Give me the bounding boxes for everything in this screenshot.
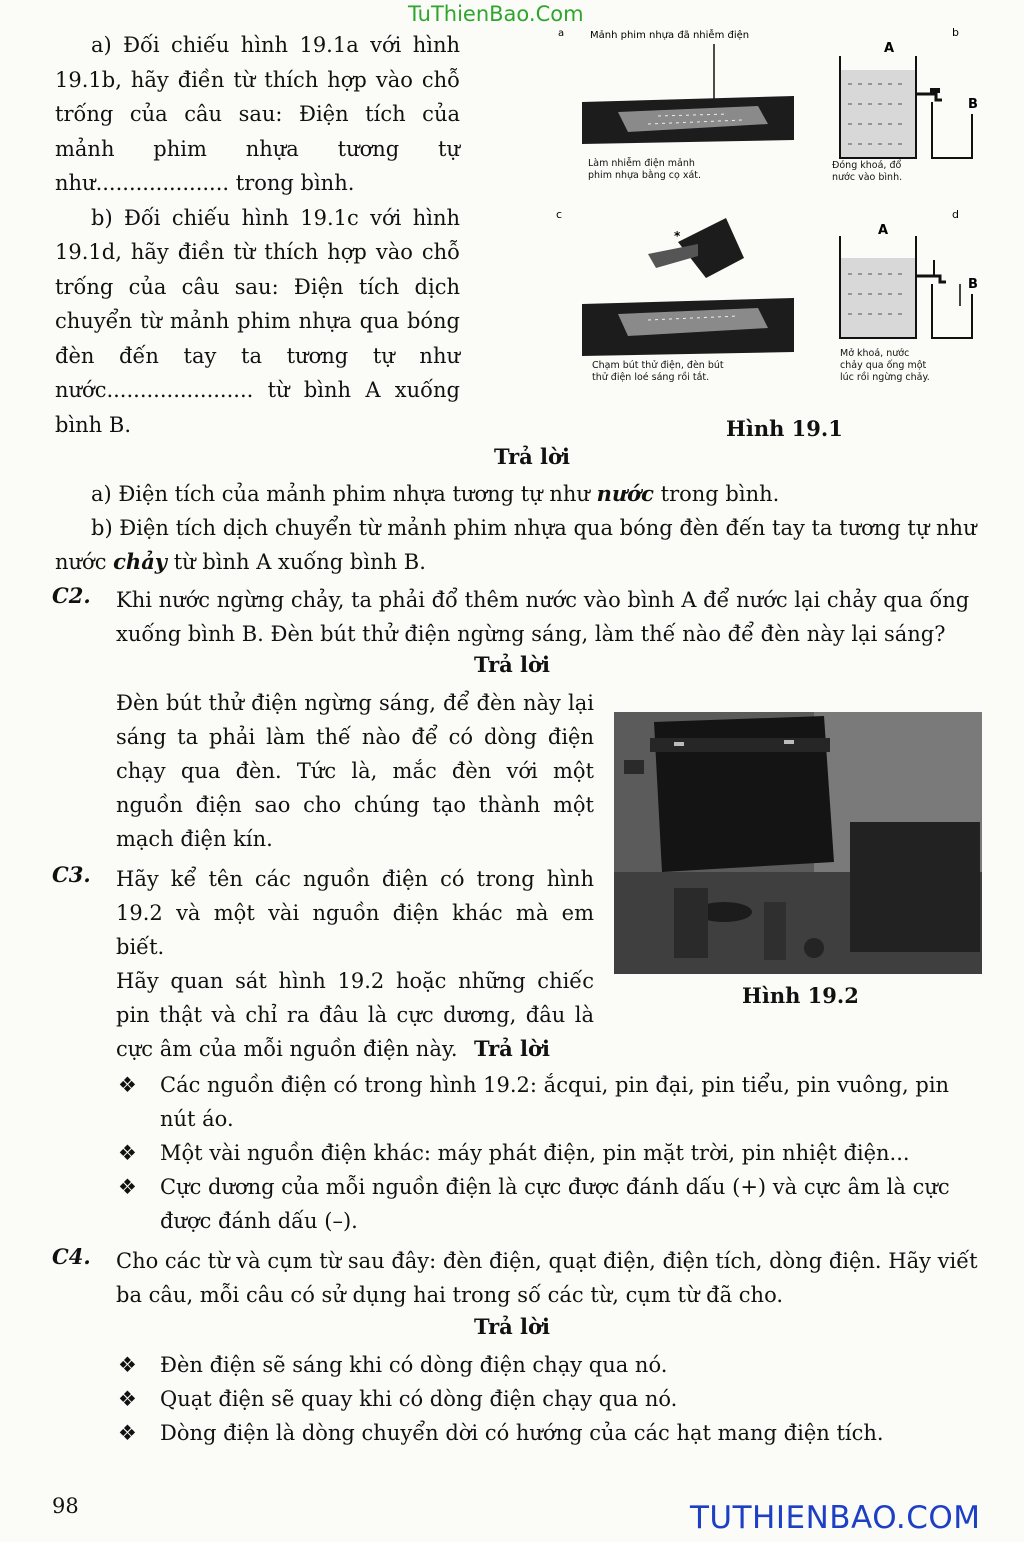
list-item: ❖ Quạt điện sẽ quay khi có dòng điện chạy qua nó. <box>118 1382 984 1416</box>
bullet-icon: ❖ <box>118 1073 137 1097</box>
c3-answer-list <box>118 1068 984 1238</box>
c3-label: C3. <box>52 862 91 887</box>
fig-a-caption: Làm nhiễm điện mảnh phim nhựa bằng cọ xát. <box>588 158 702 181</box>
fig-d-label-a: A <box>878 223 889 238</box>
list-item: ❖ Các nguồn điện có trong hình 19.2: ắcqui, pin đại, pin tiểu, pin vuông, pin nút áo. <box>118 1068 984 1136</box>
c3-question-2: Hãy quan sát hình 19.2 hoặc những chiếc pin thật và chỉ ra đâu là cực dương, đâu là cực âm của mỗi nguồn điện này. <box>116 969 594 1061</box>
figure-19-1-caption: Hình 19.1 <box>726 416 843 441</box>
figure-19-2-photo <box>614 712 982 974</box>
fig-a-letter: a <box>558 28 565 39</box>
list-item: ❖ Dòng điện là dòng chuyển dời có hướng của các hạt mang điện tích. <box>118 1416 984 1450</box>
question-1a: a) Đối chiếu hình 19.1a với hình 19.1b, hãy điền từ thích hợp vào chỗ trống của câu sau: Điện tích của mảnh phim nhựa tương tự như.................... trong bình. <box>55 33 460 195</box>
c2-answer-heading: Trả lời <box>473 652 551 677</box>
c4-label: C4. <box>52 1244 91 1269</box>
c4-answer-list <box>118 1348 984 1450</box>
figure-19-2 <box>614 712 982 974</box>
fig-c-letter: c <box>556 208 563 221</box>
watermark-bottom[interactable]: TUTHIENBAO.COM <box>690 1500 981 1536</box>
bullet-icon: ❖ <box>118 1353 137 1377</box>
c4-question: Cho các từ và cụm từ sau đây: đèn điện, quạt điện, điện tích, dòng điện. Hãy viết ba câu, mỗi câu có sử dụng hai trong số các từ, cụm từ đã cho. <box>116 1249 978 1307</box>
figure-19-2-caption: Hình 19.2 <box>742 983 859 1008</box>
answer-1-heading: Trả lời <box>493 444 571 469</box>
figure-19-1 <box>548 22 1000 402</box>
c2-label: C2. <box>52 583 91 608</box>
answer-1 <box>55 477 985 579</box>
c4-answer-heading: Trả lời <box>473 1314 551 1339</box>
list-item: ❖ Cực dương của mỗi nguồn điện là cực được đánh dấu (+) và cực âm là cực được đánh dấu (–). <box>118 1170 984 1238</box>
fig-d-label-b: B <box>968 277 978 292</box>
figure-19-1-drawing <box>548 22 1000 402</box>
question-1-text <box>55 28 460 442</box>
fig-c-caption: Chạm bút thử điện, đèn bút thử điện loé sáng rồi tắt. <box>592 360 724 383</box>
list-item: ❖ Một vài nguồn điện khác: máy phát điện, pin mặt trời, pin nhiệt điện... <box>118 1136 984 1170</box>
bullet-icon: ❖ <box>118 1387 137 1411</box>
c3-answer-heading: Trả lời <box>473 1036 551 1061</box>
answer-1b: b) Điện tích dịch chuyển từ mảnh phim nhựa qua bóng đèn đến tay ta tương tự như nước chảy từ bình A xuống bình B. <box>55 516 977 574</box>
fig-a-top-label: Mảnh phim nhựa đã nhiễm điện <box>590 30 750 41</box>
page-number: 98 <box>52 1494 79 1518</box>
fig-d-letter: d <box>952 208 959 221</box>
list-item: ❖ Đèn điện sẽ sáng khi có dòng điện chạy qua nó. <box>118 1348 984 1382</box>
c2-answer: Đèn bút thử điện ngừng sáng, để đèn này lại sáng ta phải làm thế nào để có dòng điện chạy qua đèn. Tức là, mắc đèn với một nguồn điện sao cho chúng tạo thành một mạch điện kín. <box>116 691 594 851</box>
fig-b-label-b: B <box>968 97 978 112</box>
fig-b-caption: Đóng khoá, đổ nước vào bình. <box>832 160 903 183</box>
c2-question: Khi nước ngừng chảy, ta phải đổ thêm nước vào bình A để nước lại chảy qua ống xuống bình B. Đèn bút thử điện ngừng sáng, làm thế nào để đèn này lại sáng? <box>116 588 970 646</box>
flat-battery <box>850 822 980 952</box>
svg-text:*: * <box>674 229 681 243</box>
cell-battery <box>674 888 708 958</box>
answer-1a: a) Điện tích của mảnh phim nhựa tương tự như nước trong bình. <box>91 481 780 506</box>
bullet-icon: ❖ <box>118 1421 137 1445</box>
question-1b: b) Đối chiếu hình 19.1c với hình 19.1d, hãy điền từ thích hợp vào chỗ trống của câu sau: Điện tích dịch chuyển từ mảnh phim nhựa qua bóng đèn đến tay ta tương tự như nước...................... từ bình A xuống bình B. <box>55 205 460 437</box>
fig-b-letter: b <box>952 26 959 39</box>
fig-b-label-a: A <box>884 41 895 56</box>
watermark-top[interactable]: TuThienBao.Com <box>408 2 584 26</box>
bullet-icon: ❖ <box>118 1175 137 1199</box>
bullet-icon: ❖ <box>118 1141 137 1165</box>
fig-d-caption: Mở khoá, nước chảy qua ống một lúc rồi ngừng chảy. <box>840 348 930 383</box>
c3-question-1: Hãy kể tên các nguồn điện có trong hình 19.2 và một vài nguồn điện khác mà em biết. <box>116 867 594 959</box>
